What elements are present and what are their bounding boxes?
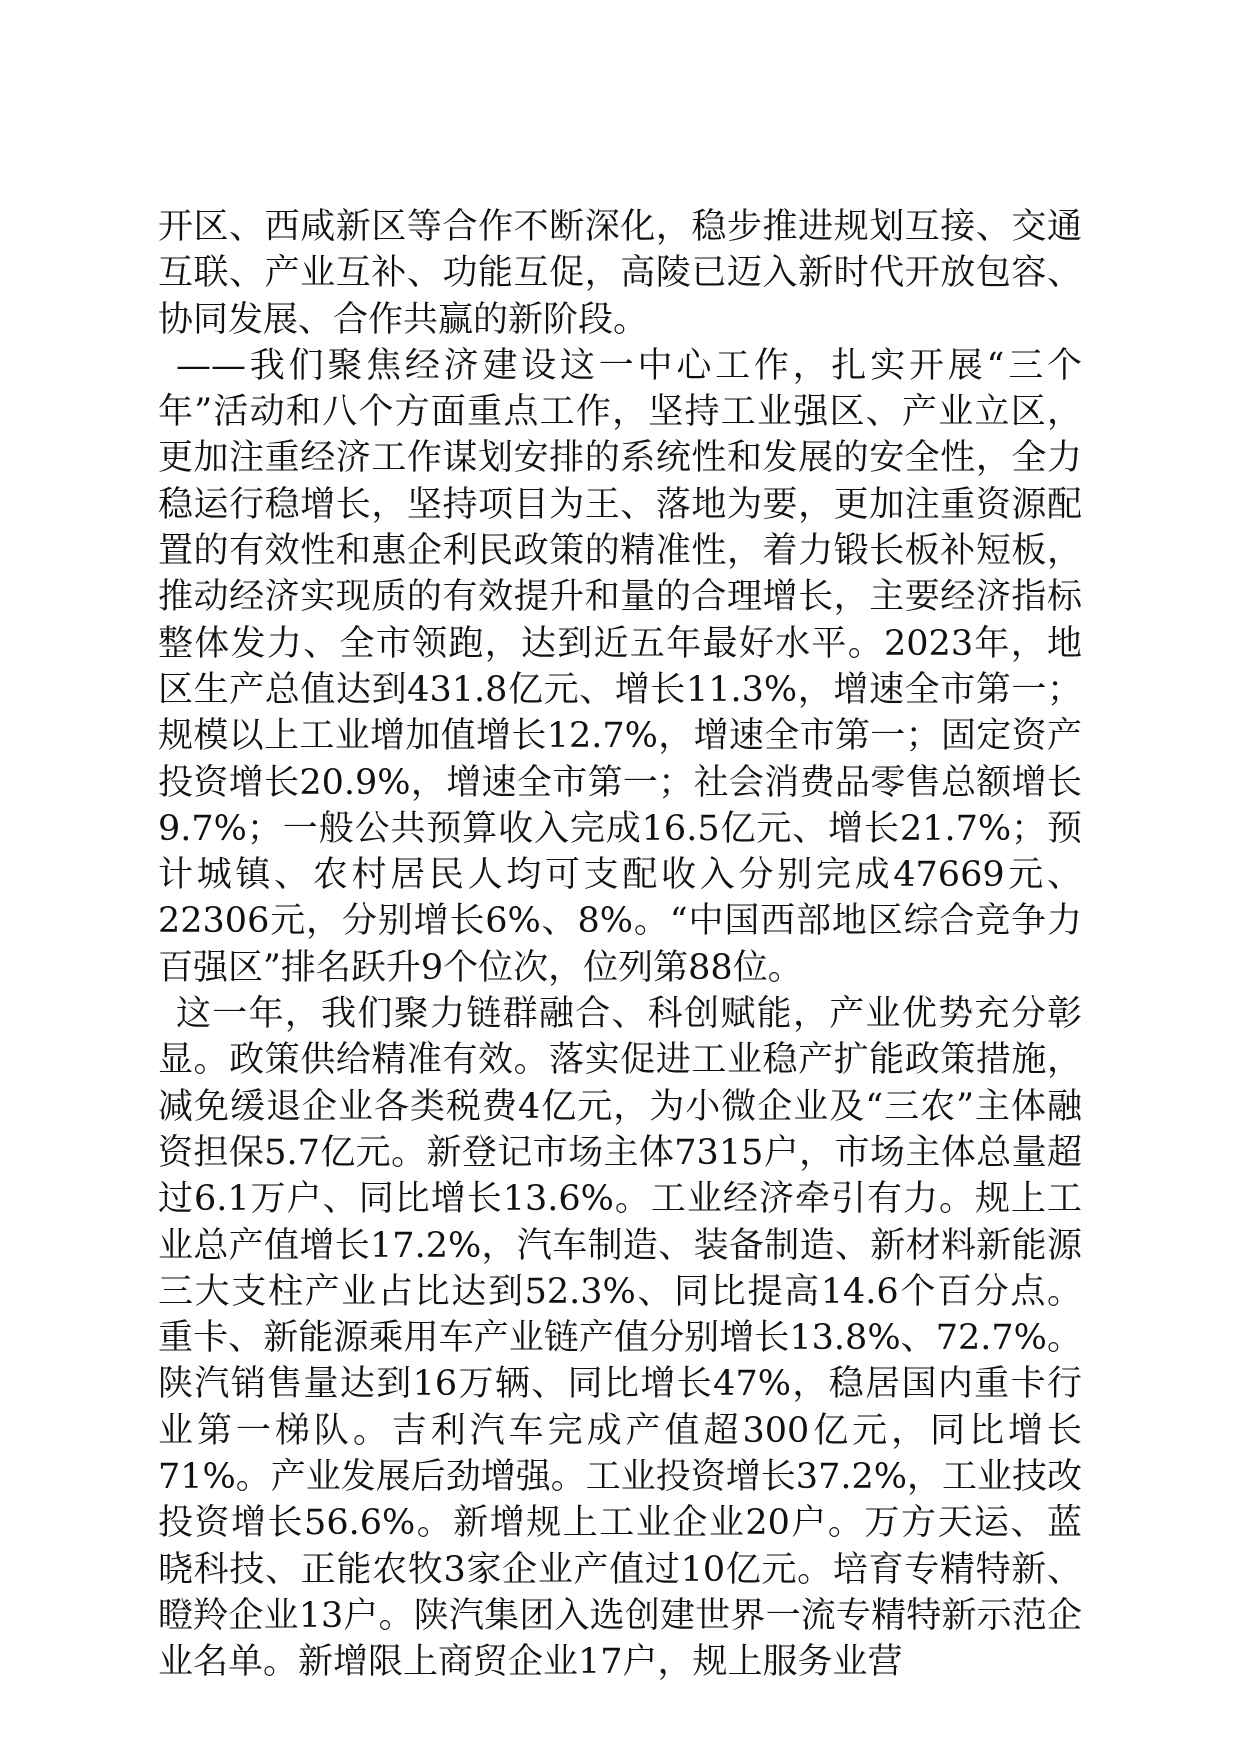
body-text xyxy=(158,204,1082,1686)
paragraph-economic-construction: ——我们聚焦经济建设这一中心工作，扎实开展“三个年”活动和八个方面重点工作，坚持工业强区、产业立区，更加注重经济工作谋划安排的系统性和发展的安全性，全力稳运行稳增长，坚持项目为王、落地为要，更加注重资源配置的有效性和惠企利民政策的精准性，着力锻长板补短板，推动经济实现质的有效提升和量的合理增长，主要经济指标整体发力、全市领跑，达到近五年最好水平。2023年，地区生产总值达到431.8亿元、增长11.3%，增速全市第一；规模以上工业增加值增长12.7%，增速全市第一；固定资产投资增长20.9%，增速全市第一；社会消费品零售总额增长9.7%；一般公共预算收入完成16.5亿元、增长21.7%；预计城镇、农村居民人均可支配收入分别完成47669元、22306元，分别增长6%、8%。“中国西部地区综合竞争力百强区”排名跃升9个位次，位列第88位。 xyxy=(158,345,1082,988)
paragraph-industry-advantage: 这一年，我们聚力链群融合、科创赋能，产业优势充分彰显。政策供给精准有效。落实促进工业稳产扩能政策措施，减免缓退企业各类税费4亿元，为小微企业及“三农”主体融资担保5.7亿元。新登记市场主体7315户，市场主体总量超过6.1万户、同比增长13.6%。工业经济牵引有力。规上工业总产值增长17.2%，汽车制造、装备制造、新材料新能源三大支柱产业占比达到52.3%、同比提高14.6个百分点。重卡、新能源乘用车产业链产值分别增长13.8%、72.7%。陕汽销售量达到16万辆、同比增长47%，稳居国内重卡行业第一梯队。吉利汽车完成产值超300亿元，同比增长71%。产业发展后劲增强。工业投资增长37.2%，工业技改投资增长56.6%。新增规上工业企业20户。万方天运、蓝晓科技、正能农牧3家企业产值过10亿元。培育专精特新、瞪羚企业13户。陕汽集团入选创建世界一流专精特新示范企业名单。新增限上商贸企业17户，规上服务业营 xyxy=(158,994,1082,1683)
paragraph-continuation: 开区、西咸新区等合作不断深化，稳步推进规划互接、交通互联、产业互补、功能互促，高陵已迈入新时代开放包容、协同发展、合作共赢的新阶段。 xyxy=(158,207,1082,340)
